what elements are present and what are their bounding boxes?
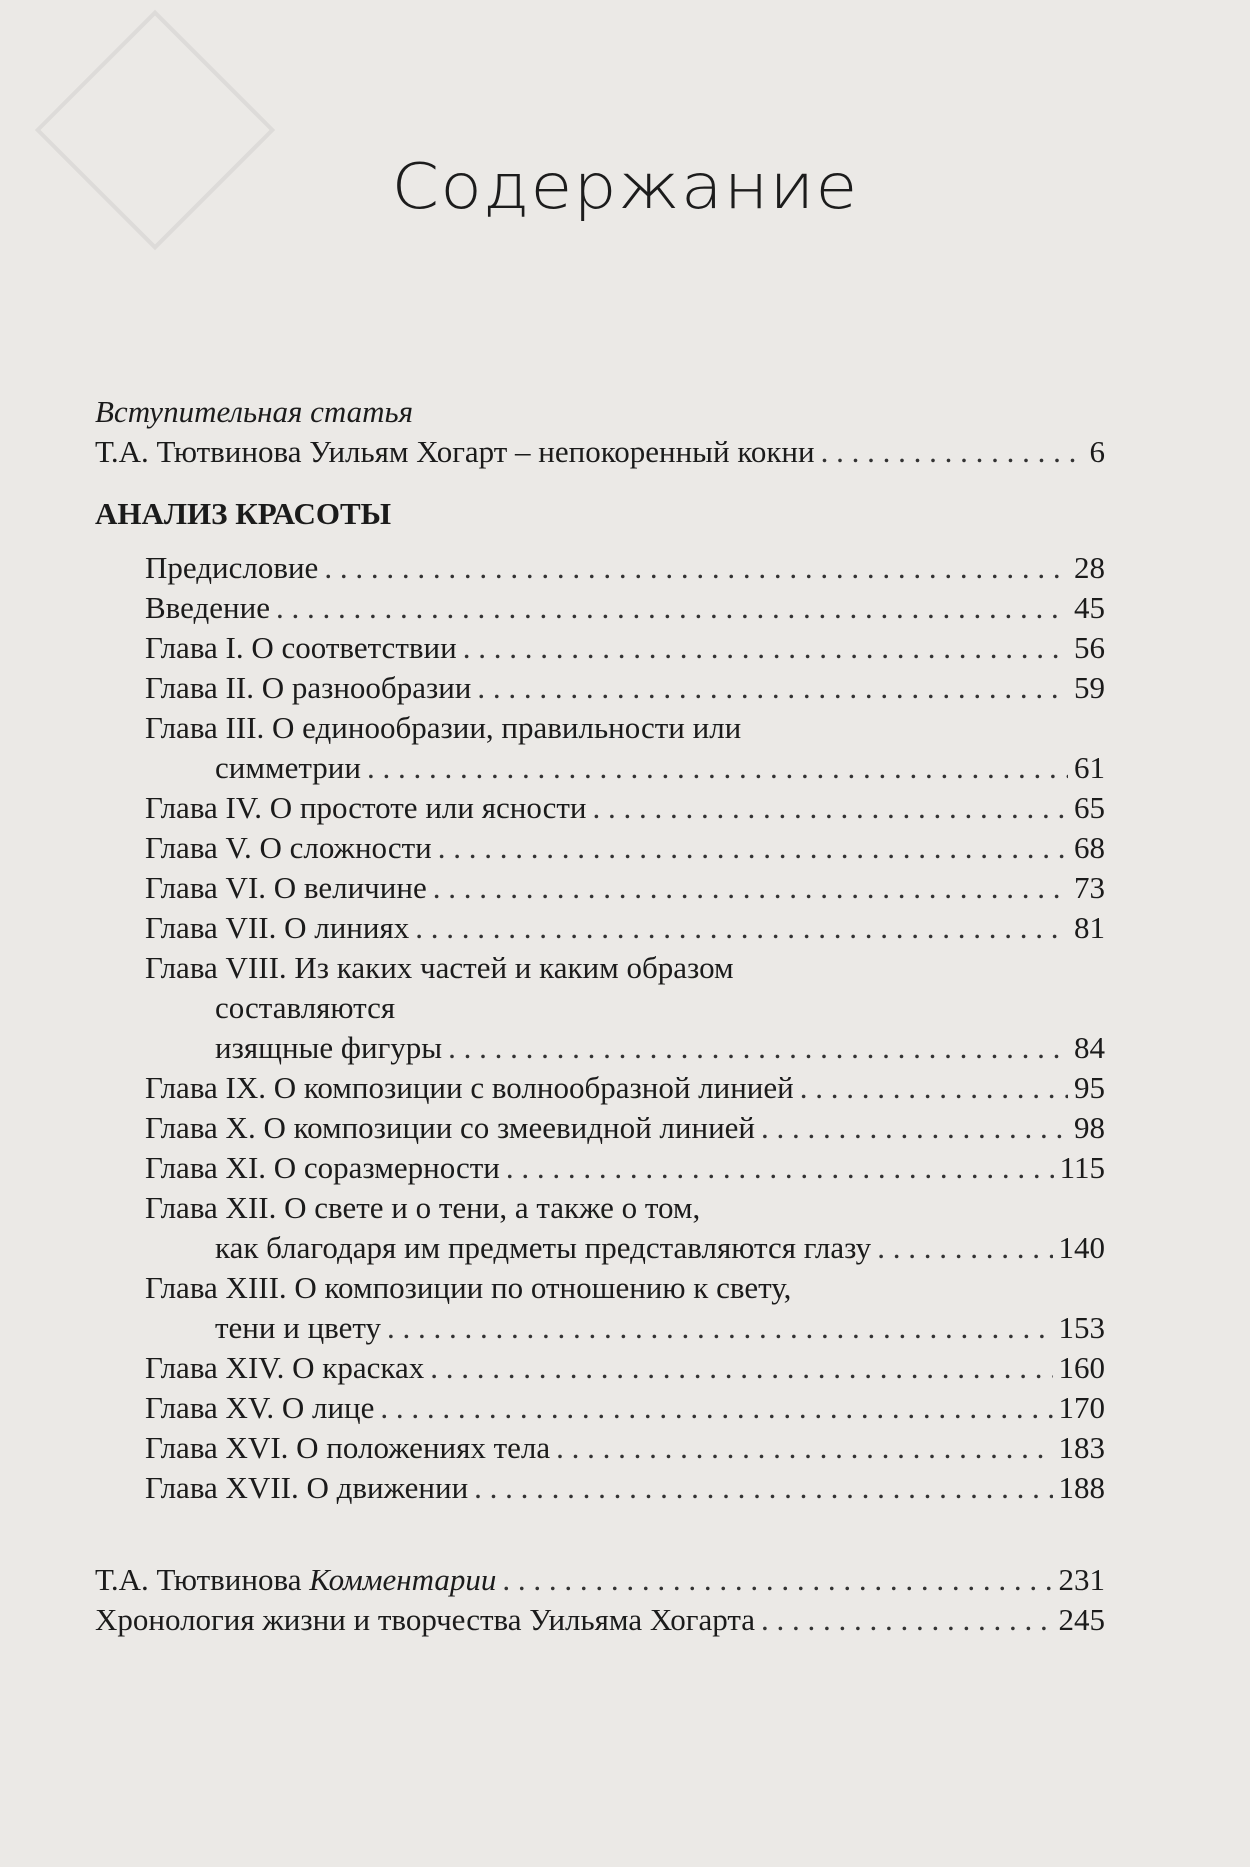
toc-entry-ch8-line3: изящные фигуры . . . 84	[95, 1028, 1105, 1068]
page-number: 6	[1089, 434, 1105, 469]
page-number: 153	[1058, 1310, 1105, 1345]
toc-entry-ch2: Глава II. О разнообразии . . . 59	[95, 668, 1105, 708]
page-number: 95	[1074, 1070, 1105, 1105]
toc-entry-ch12-line2: как благодаря им предметы представляются глазу . . . 140	[95, 1228, 1105, 1268]
page-number: 170	[1058, 1390, 1105, 1425]
page-number: 183	[1058, 1430, 1105, 1465]
toc-entry-ch8-line2: составляются	[215, 990, 396, 1025]
toc-entry-ch17: Глава XVII. О движении . . . 188	[95, 1468, 1105, 1508]
leader-dots	[593, 788, 1069, 828]
leader-dots	[415, 908, 1068, 948]
leader-dots	[380, 1388, 1052, 1428]
leader-dots	[463, 628, 1068, 668]
page-number: 160	[1058, 1350, 1105, 1385]
leader-dots	[367, 748, 1068, 788]
page-number: 45	[1074, 590, 1105, 625]
leader-dots	[502, 1560, 1052, 1600]
toc-entry-ch13-line1: Глава XIII. О композиции по отношению к свету,	[145, 1270, 792, 1305]
page-number: 245	[1058, 1602, 1105, 1637]
leader-dots	[761, 1600, 1052, 1640]
toc-entry-ch7: Глава VII. О линиях . . . 81	[95, 908, 1105, 948]
toc-entry-ch8-line1: Глава VIII. Из каких частей и каким образом	[145, 950, 734, 985]
leader-dots	[506, 1148, 1054, 1188]
toc-entry-ch6: Глава VI. О величине . . . 73	[95, 868, 1105, 908]
page-number: 56	[1074, 630, 1105, 665]
toc-entry-introduction: Введение . . . 45	[95, 588, 1105, 628]
leader-dots	[477, 668, 1068, 708]
table-of-contents	[95, 392, 1105, 1640]
toc-entry-ch10: Глава X. О композиции со змеевидной линией . . . 98	[95, 1108, 1105, 1148]
toc-section-heading: Вступительная статья	[95, 394, 414, 429]
leader-dots	[800, 1068, 1068, 1108]
leader-dots	[387, 1308, 1052, 1348]
leader-dots	[324, 548, 1068, 588]
page-number: 188	[1058, 1470, 1105, 1505]
commentary-title: Комментарии	[309, 1562, 497, 1597]
toc-entry-ch9: Глава IX. О композиции с волнообразной линией . . . 95	[95, 1068, 1105, 1108]
leader-dots	[438, 828, 1068, 868]
page-number: 59	[1074, 670, 1105, 705]
toc-entry-ch16: Глава XVI. О положениях тела . . . 183	[95, 1428, 1105, 1468]
toc-entry-ch5: Глава V. О сложности . . . 68	[95, 828, 1105, 868]
leader-dots	[430, 1348, 1052, 1388]
leader-dots	[433, 868, 1068, 908]
toc-main-heading: АНАЛИЗ КРАСОТЫ	[95, 496, 392, 531]
page-number: 115	[1059, 1150, 1105, 1185]
toc-entry-ch14: Глава XIV. О красках . . . 160	[95, 1348, 1105, 1388]
leader-dots	[556, 1428, 1052, 1468]
toc-entry-chronology: Хронология жизни и творчества Уильяма Хогарта . . . 245	[95, 1600, 1105, 1640]
toc-entry-ch1: Глава I. О соответствии . . . 56	[95, 628, 1105, 668]
leader-dots	[448, 1028, 1068, 1068]
page-number: 68	[1074, 830, 1105, 865]
toc-entry-ch11: Глава XI. О соразмерности . . . 115	[95, 1148, 1105, 1188]
page-number: 28	[1074, 550, 1105, 585]
leader-dots	[474, 1468, 1052, 1508]
toc-entry-ch15: Глава XV. О лице . . . 170	[95, 1388, 1105, 1428]
page-number: 81	[1074, 910, 1105, 945]
toc-entry-ch3-line1: Глава III. О единообразии, правильности или	[145, 710, 742, 745]
commentary-author: Т.А. Тютвинова	[95, 1562, 302, 1597]
toc-entry-ch13-line2: тени и цвету . . . 153	[95, 1308, 1105, 1348]
toc-entry-intro-article: Т.А. Тютвинова Уильям Хогарт – непокоренный кокни . . . 6	[95, 432, 1105, 472]
page-number: 61	[1074, 750, 1105, 785]
page-number: 65	[1074, 790, 1105, 825]
leader-dots	[877, 1228, 1052, 1268]
leader-dots	[821, 432, 1084, 472]
leader-dots	[276, 588, 1068, 628]
toc-entry-ch3-line2: симметрии . . . 61	[95, 748, 1105, 788]
page-number: 84	[1074, 1030, 1105, 1065]
toc-entry-ch4: Глава IV. О простоте или ясности . . . 65	[95, 788, 1105, 828]
page-number: 231	[1058, 1562, 1105, 1597]
toc-entry-preface: Предисловие . . . 28	[95, 548, 1105, 588]
page-number: 140	[1058, 1230, 1105, 1265]
toc-entry-commentary	[95, 1560, 1105, 1600]
toc-entry-ch12-line1: Глава XII. О свете и о тени, а также о том,	[145, 1190, 701, 1225]
page-title: Содержание	[391, 150, 859, 223]
page-number: 98	[1074, 1110, 1105, 1145]
leader-dots	[761, 1108, 1068, 1148]
page-number: 73	[1074, 870, 1105, 905]
